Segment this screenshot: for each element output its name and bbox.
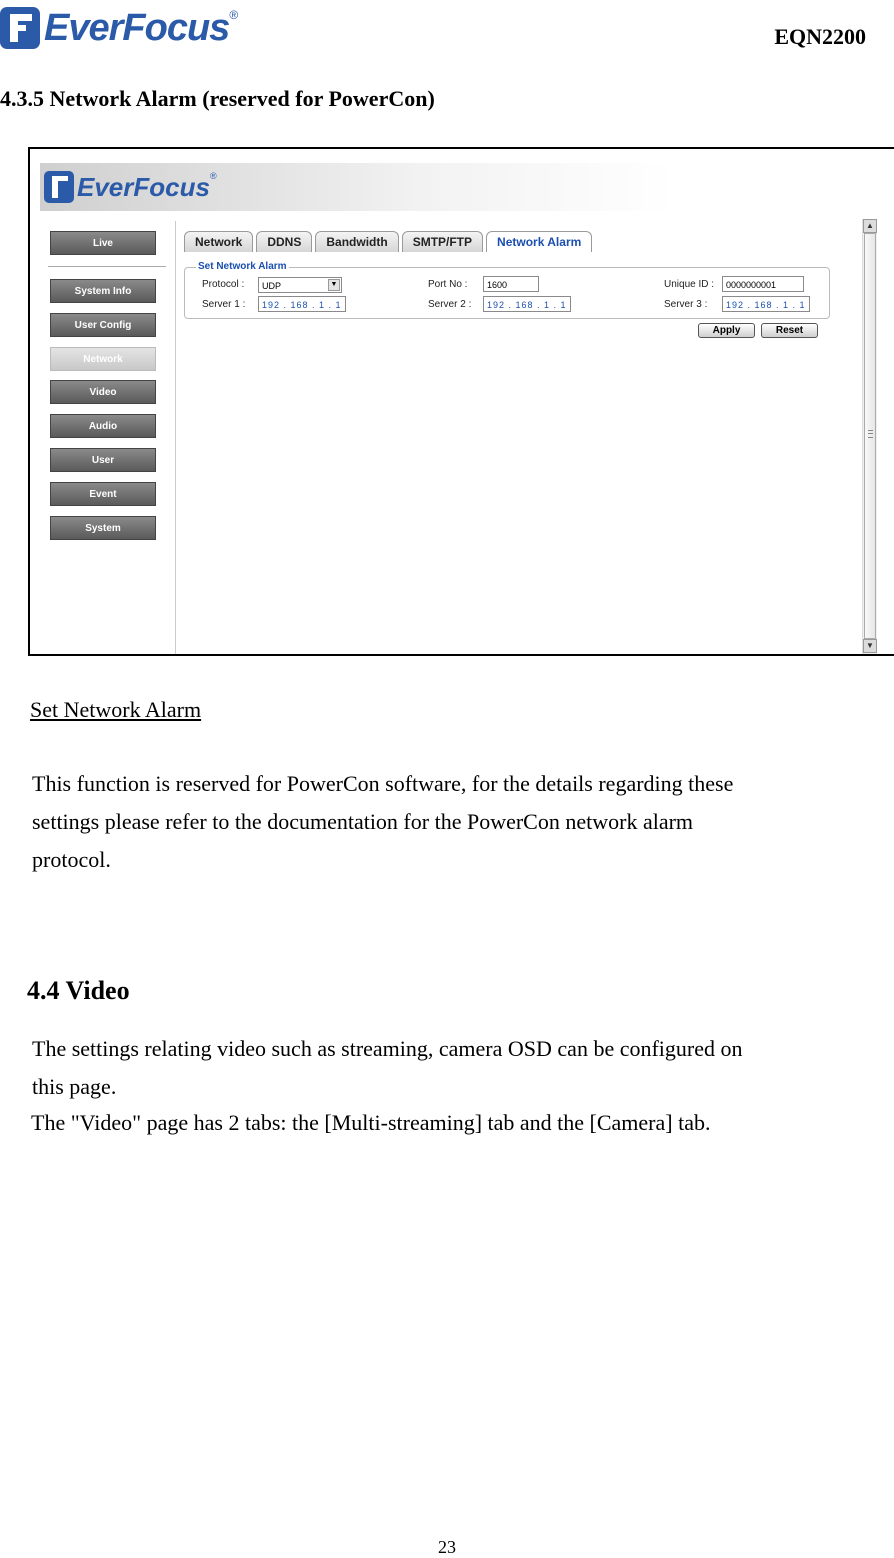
- server1-input[interactable]: 192 . 168 . 1 . 1: [258, 296, 346, 312]
- sidebar-divider: [48, 266, 166, 267]
- unique-id-label: Unique ID :: [664, 279, 715, 290]
- everfocus-logo: [0, 6, 238, 50]
- paragraph-line: This function is reserved for PowerCon software, for the details regarding these: [32, 771, 734, 796]
- section-title: 4.3.5 Network Alarm (reserved for PowerCon): [0, 86, 435, 111]
- scroll-thumb[interactable]: [864, 233, 876, 639]
- tab-bar: [184, 231, 592, 252]
- section-4-4-title: 4.4 Video: [27, 976, 130, 1005]
- tab-bandwidth[interactable]: Bandwidth: [315, 231, 398, 252]
- content-divider: [175, 221, 176, 654]
- web-logo-text: EverFocus: [77, 171, 210, 202]
- logo-registered-mark: ®: [229, 8, 239, 22]
- tab-ddns[interactable]: DDNS: [256, 231, 312, 252]
- sidebar-item-video[interactable]: Video: [50, 380, 156, 404]
- paragraph-line: The settings relating video such as streaming, camera OSD can be configured on: [32, 1036, 743, 1061]
- web-logo: [44, 171, 217, 203]
- server3-input[interactable]: 192 . 168 . 1 . 1: [722, 296, 810, 312]
- scroll-up-icon[interactable]: ▲: [863, 219, 877, 233]
- protocol-label: Protocol :: [202, 279, 245, 290]
- page-number: 23: [438, 1537, 456, 1557]
- paragraph-line: The "Video" page has 2 tabs: the [Multi-streaming] tab and the [Camera] tab.: [31, 1110, 711, 1135]
- paragraph-line: this page.: [32, 1074, 117, 1099]
- fieldset-legend: Set Network Alarm: [198, 261, 287, 272]
- sidebar-item-user[interactable]: User: [50, 448, 156, 472]
- sidebar-item-network[interactable]: Network: [50, 347, 156, 371]
- paragraph-line: settings please refer to the documentation for the PowerCon network alarm: [32, 809, 694, 834]
- tab-smtp-ftp[interactable]: SMTP/FTP: [402, 231, 483, 252]
- reset-button[interactable]: Reset: [761, 323, 818, 338]
- server3-label: Server 3 :: [664, 299, 708, 310]
- sidebar-item-audio[interactable]: Audio: [50, 414, 156, 438]
- sidebar-item-event[interactable]: Event: [50, 482, 156, 506]
- grip-icon: [868, 430, 873, 438]
- subheading: Set Network Alarm: [30, 697, 202, 722]
- model-name: EQN2200: [774, 24, 866, 49]
- sidebar-item-system[interactable]: System: [50, 516, 156, 540]
- web-logo-reg: ®: [209, 171, 217, 181]
- unique-id-input[interactable]: 0000000001: [722, 276, 804, 292]
- everfocus-logo-icon: [0, 7, 40, 49]
- chevron-down-icon: ▼: [328, 279, 340, 291]
- logo-text: EverFocus: [44, 6, 230, 49]
- ui-screenshot: [28, 147, 894, 656]
- port-label: Port No :: [428, 279, 468, 290]
- protocol-value: UDP: [262, 281, 282, 291]
- apply-button[interactable]: Apply: [698, 323, 755, 338]
- scroll-down-icon[interactable]: ▼: [863, 639, 877, 653]
- protocol-select[interactable]: [258, 277, 342, 293]
- tab-network-alarm[interactable]: Network Alarm: [486, 231, 592, 252]
- server2-label: Server 2 :: [428, 299, 472, 310]
- sidebar-item-live[interactable]: Live: [50, 231, 156, 255]
- sidebar-item-system-info[interactable]: System Info: [50, 279, 156, 303]
- vertical-scrollbar[interactable]: [862, 219, 877, 654]
- tab-network[interactable]: Network: [184, 231, 253, 252]
- server1-label: Server 1 :: [202, 299, 246, 310]
- port-input[interactable]: 1600: [483, 276, 539, 292]
- web-logo-icon: [44, 171, 74, 203]
- sidebar-item-user-config[interactable]: User Config: [50, 313, 156, 337]
- paragraph-line: protocol.: [32, 847, 111, 872]
- server2-input[interactable]: 192 . 168 . 1 . 1: [483, 296, 571, 312]
